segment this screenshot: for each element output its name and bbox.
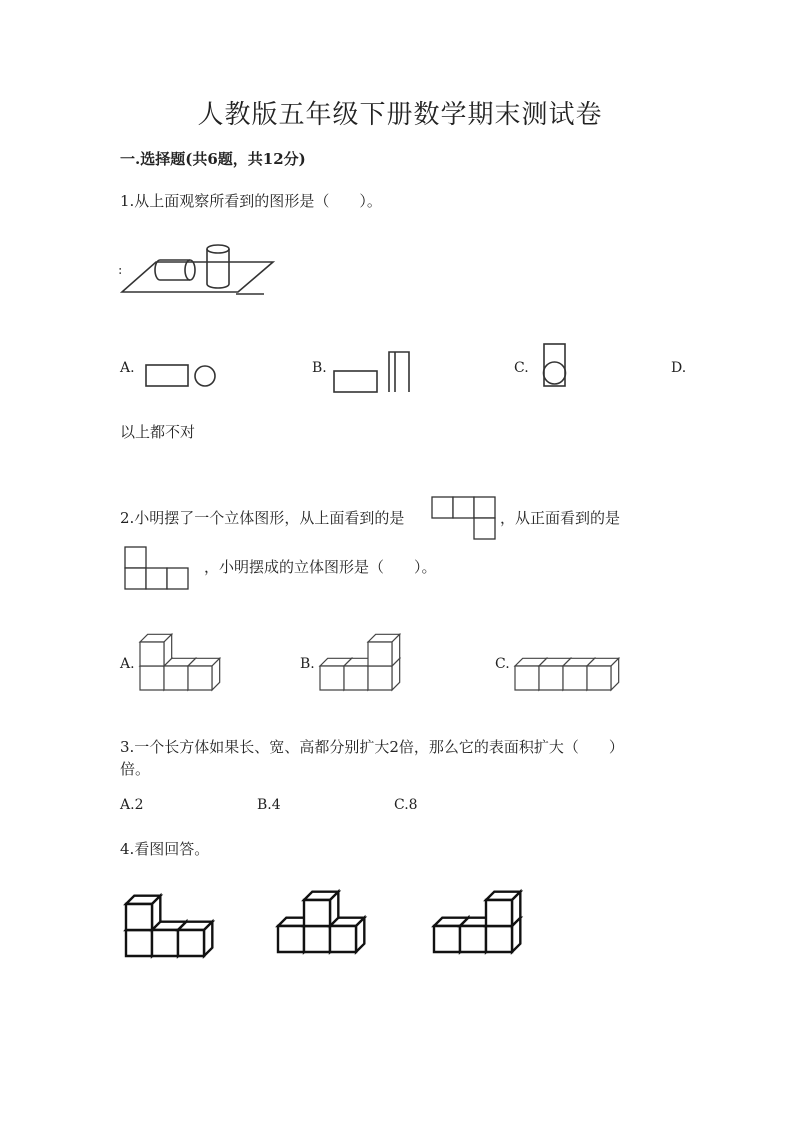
- cube-front-face: [304, 900, 330, 926]
- cube-front-face: [460, 926, 486, 952]
- q1-option-b-label[interactable]: B.: [312, 360, 327, 376]
- cube-front-face: [304, 926, 330, 952]
- q3-option-b[interactable]: [257, 797, 281, 813]
- q2-option-a-label[interactable]: A.: [120, 656, 135, 672]
- q3-option-c-label: C.: [394, 797, 409, 813]
- q2-option-b-label[interactable]: B.: [300, 656, 315, 672]
- question-1-stem: 1.从上面观察所看到的图形是（ ）。: [120, 192, 382, 210]
- page-title: 人教版五年级下册数学期末测试卷: [197, 100, 603, 130]
- q3-option-a-value: 2: [134, 797, 144, 813]
- q4-figure-1: [124, 894, 216, 958]
- question-2-stem-part2: ，从正面看到的是: [500, 509, 621, 527]
- cube-front-face: [278, 926, 304, 952]
- cube-front-face: [563, 666, 587, 690]
- cube-front-face: [344, 666, 368, 690]
- q2-top-view-figure: [431, 496, 497, 542]
- cube-front-face: [178, 930, 204, 956]
- cube-front-face: [486, 926, 512, 952]
- cube-front-face: [164, 666, 188, 690]
- question-4-stem: 4.看图回答。: [120, 840, 210, 858]
- q2-front-view-figure: [124, 546, 192, 592]
- q2-option-b-figure: [318, 612, 428, 692]
- q2-option-c-figure: [513, 636, 623, 692]
- question-3-stem-line2: 倍。: [120, 760, 151, 778]
- q3-option-a-label: A.: [120, 797, 135, 813]
- cube-front-face: [188, 666, 212, 690]
- q3-option-b-value: 4: [271, 797, 281, 813]
- cube-front-face: [140, 666, 164, 690]
- question-3-stem-line1: 3.一个长方体如果长、宽、高都分别扩大2倍，那么它的表面积扩大（ ）: [120, 738, 624, 756]
- cube-front-face: [330, 926, 356, 952]
- q1-option-a-figure: [144, 364, 219, 388]
- q1-option-a-label[interactable]: A.: [120, 360, 135, 376]
- q3-option-c-value: 8: [408, 797, 418, 813]
- question-2-stem-part1: 2.小明摆了一个立体图形，从上面看到的是: [120, 509, 405, 527]
- cube-front-face: [486, 900, 512, 926]
- q4-figure-3: [432, 890, 524, 954]
- q3-option-b-label: B.: [257, 797, 272, 813]
- cube-front-face: [515, 666, 539, 690]
- cube-front-face: [587, 666, 611, 690]
- cube-front-face: [126, 904, 152, 930]
- cube-front-face: [140, 642, 164, 666]
- cube-front-face: [126, 930, 152, 956]
- q1-option-c-figure: [540, 342, 570, 390]
- q2-option-c-label[interactable]: C.: [495, 656, 510, 672]
- cube-front-face: [368, 666, 392, 690]
- q3-option-c[interactable]: [394, 797, 418, 813]
- q1-option-c-label[interactable]: C.: [514, 360, 529, 376]
- cube-front-face: [320, 666, 344, 690]
- cube-front-face: [434, 926, 460, 952]
- cube-front-face: [152, 930, 178, 956]
- q4-figure-2: [276, 890, 368, 954]
- cube-front-face: [368, 642, 392, 666]
- figure-clip-mark: :: [118, 263, 123, 278]
- question-1-figure: [118, 240, 278, 300]
- q2-option-a-figure: [138, 620, 230, 692]
- question-2-stem-part3: ，小明摆成的立体图形是（ ）。: [204, 558, 437, 576]
- cube-front-face: [539, 666, 563, 690]
- q1-option-d-text[interactable]: 以上都不对: [120, 423, 196, 441]
- q1-option-d-label[interactable]: D.: [671, 360, 687, 376]
- section-heading: 一.选择题(共6题，共12分): [120, 150, 306, 168]
- q3-option-a[interactable]: [120, 797, 143, 813]
- q1-option-b-figure: [332, 350, 412, 396]
